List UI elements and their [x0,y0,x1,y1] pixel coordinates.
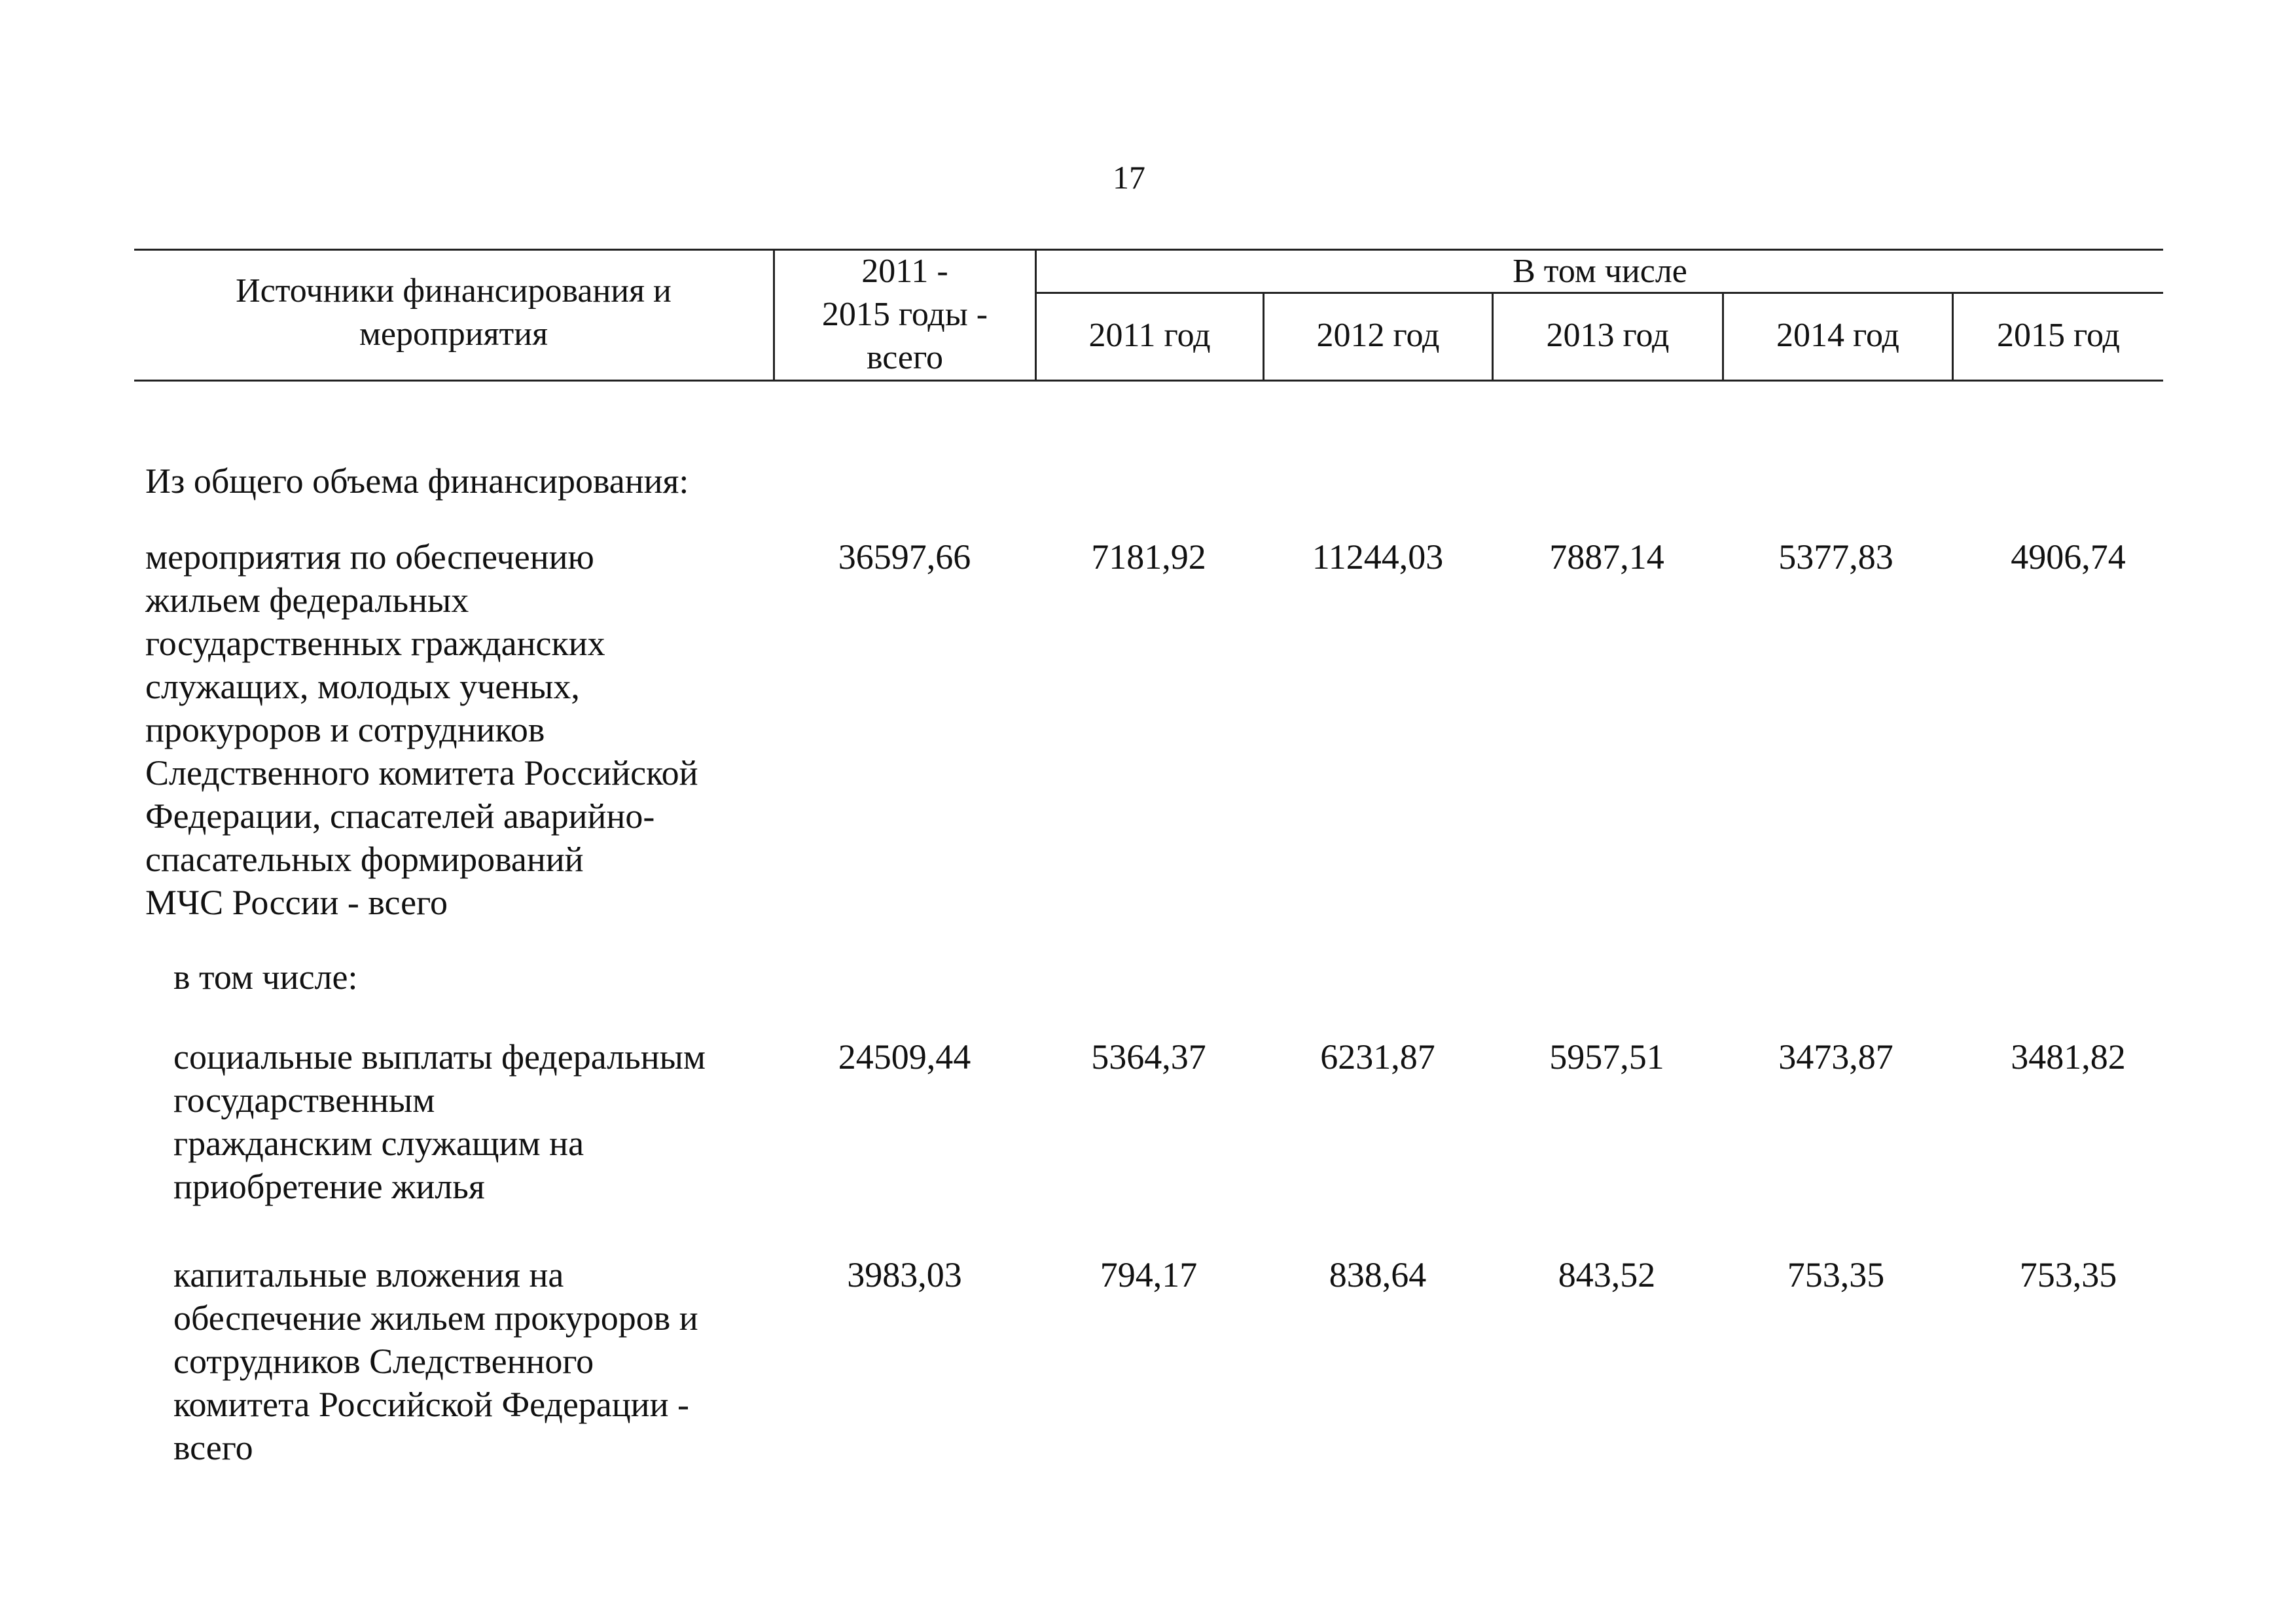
row-1-2014: 5377,83 [1778,537,1893,577]
row-3-2012: 6231,87 [1320,1037,1435,1077]
header-year-2011: 2011 год [1088,317,1211,354]
row-3-2015: 3481,82 [2011,1037,2126,1077]
row-1-2015: 4906,74 [2011,537,2126,577]
header-year-2015: 2015 год [1997,317,2120,354]
row-1-label-line: государственных гражданских [145,624,605,663]
row-1-2012: 11244,03 [1312,537,1444,577]
row-4-label-line: сотрудников Следственного [173,1342,594,1381]
row-4-label-line: обеспечение жильем прокуроров и [173,1298,698,1338]
row-3-label [173,1035,706,1208]
row-4-2013: 843,52 [1558,1255,1656,1294]
row-3-total: 24509,44 [838,1037,971,1077]
row-1-2013: 7887,14 [1549,537,1664,577]
row-4-2012: 838,64 [1329,1255,1427,1294]
row-1-label-line: мероприятия по обеспечению [145,537,594,577]
row-1-label-line: Следственного комитета Российской [145,753,698,793]
row-1-label-line: жильем федеральных [145,580,469,620]
header-total-line-3: всего [866,339,944,376]
row-1-label [145,535,698,924]
row-1-label-line: служащих, молодых ученых, [145,667,580,706]
header-total-line-1: 2011 - [861,253,948,290]
row-3-2014: 3473,87 [1778,1037,1893,1077]
row-4-2014: 753,35 [1787,1255,1885,1294]
header-sources-line-1: Источники финансирования и [236,272,672,310]
header-sources [134,270,773,356]
row-1-total: 36597,66 [838,537,971,577]
row-1-label-line: прокуроров и сотрудников [145,710,545,749]
row-4-label-line: капитальные вложения на [173,1255,564,1294]
row-2-label: в том числе: [173,957,358,997]
row-3-label-line: гражданским служащим на [173,1124,584,1163]
row-4-label [173,1253,698,1469]
row-1-label-line: спасательных формирований [145,840,584,879]
row-4-label-line: всего [173,1428,253,1467]
header-year-2014: 2014 год [1776,317,1899,354]
header-year-2012: 2012 год [1316,317,1440,354]
row-4-label-line: комитета Российской Федерации - [173,1385,689,1424]
row-3-label-line: государственным [173,1080,435,1120]
header-total-line-2: 2015 годы - [821,296,988,333]
section-label: Из общего объема финансирования: [145,461,689,501]
row-4-2011: 794,17 [1100,1255,1198,1294]
header-bottom-rule [134,380,2163,382]
row-4-2015: 753,35 [2019,1255,2117,1294]
header-sources-line-2: мероприятия [359,315,548,353]
row-1-label-line: МЧС России - всего [145,883,448,922]
row-1-label-line: Федерации, спасателей аварийно- [145,796,655,836]
row-3-label-line: социальные выплаты федеральным [173,1037,706,1077]
row-3-2011: 5364,37 [1091,1037,1206,1077]
row-3-2013: 5957,51 [1549,1037,1664,1077]
page-number: 17 [1113,159,1145,196]
row-3-label-line: приобретение жилья [173,1167,485,1206]
row-1-2011: 7181,92 [1091,537,1206,577]
row-4-total: 3983,03 [847,1255,962,1294]
header-group-label: В том числе [1513,253,1687,290]
header-year-2013: 2013 год [1546,317,1670,354]
header-total [775,250,1035,380]
